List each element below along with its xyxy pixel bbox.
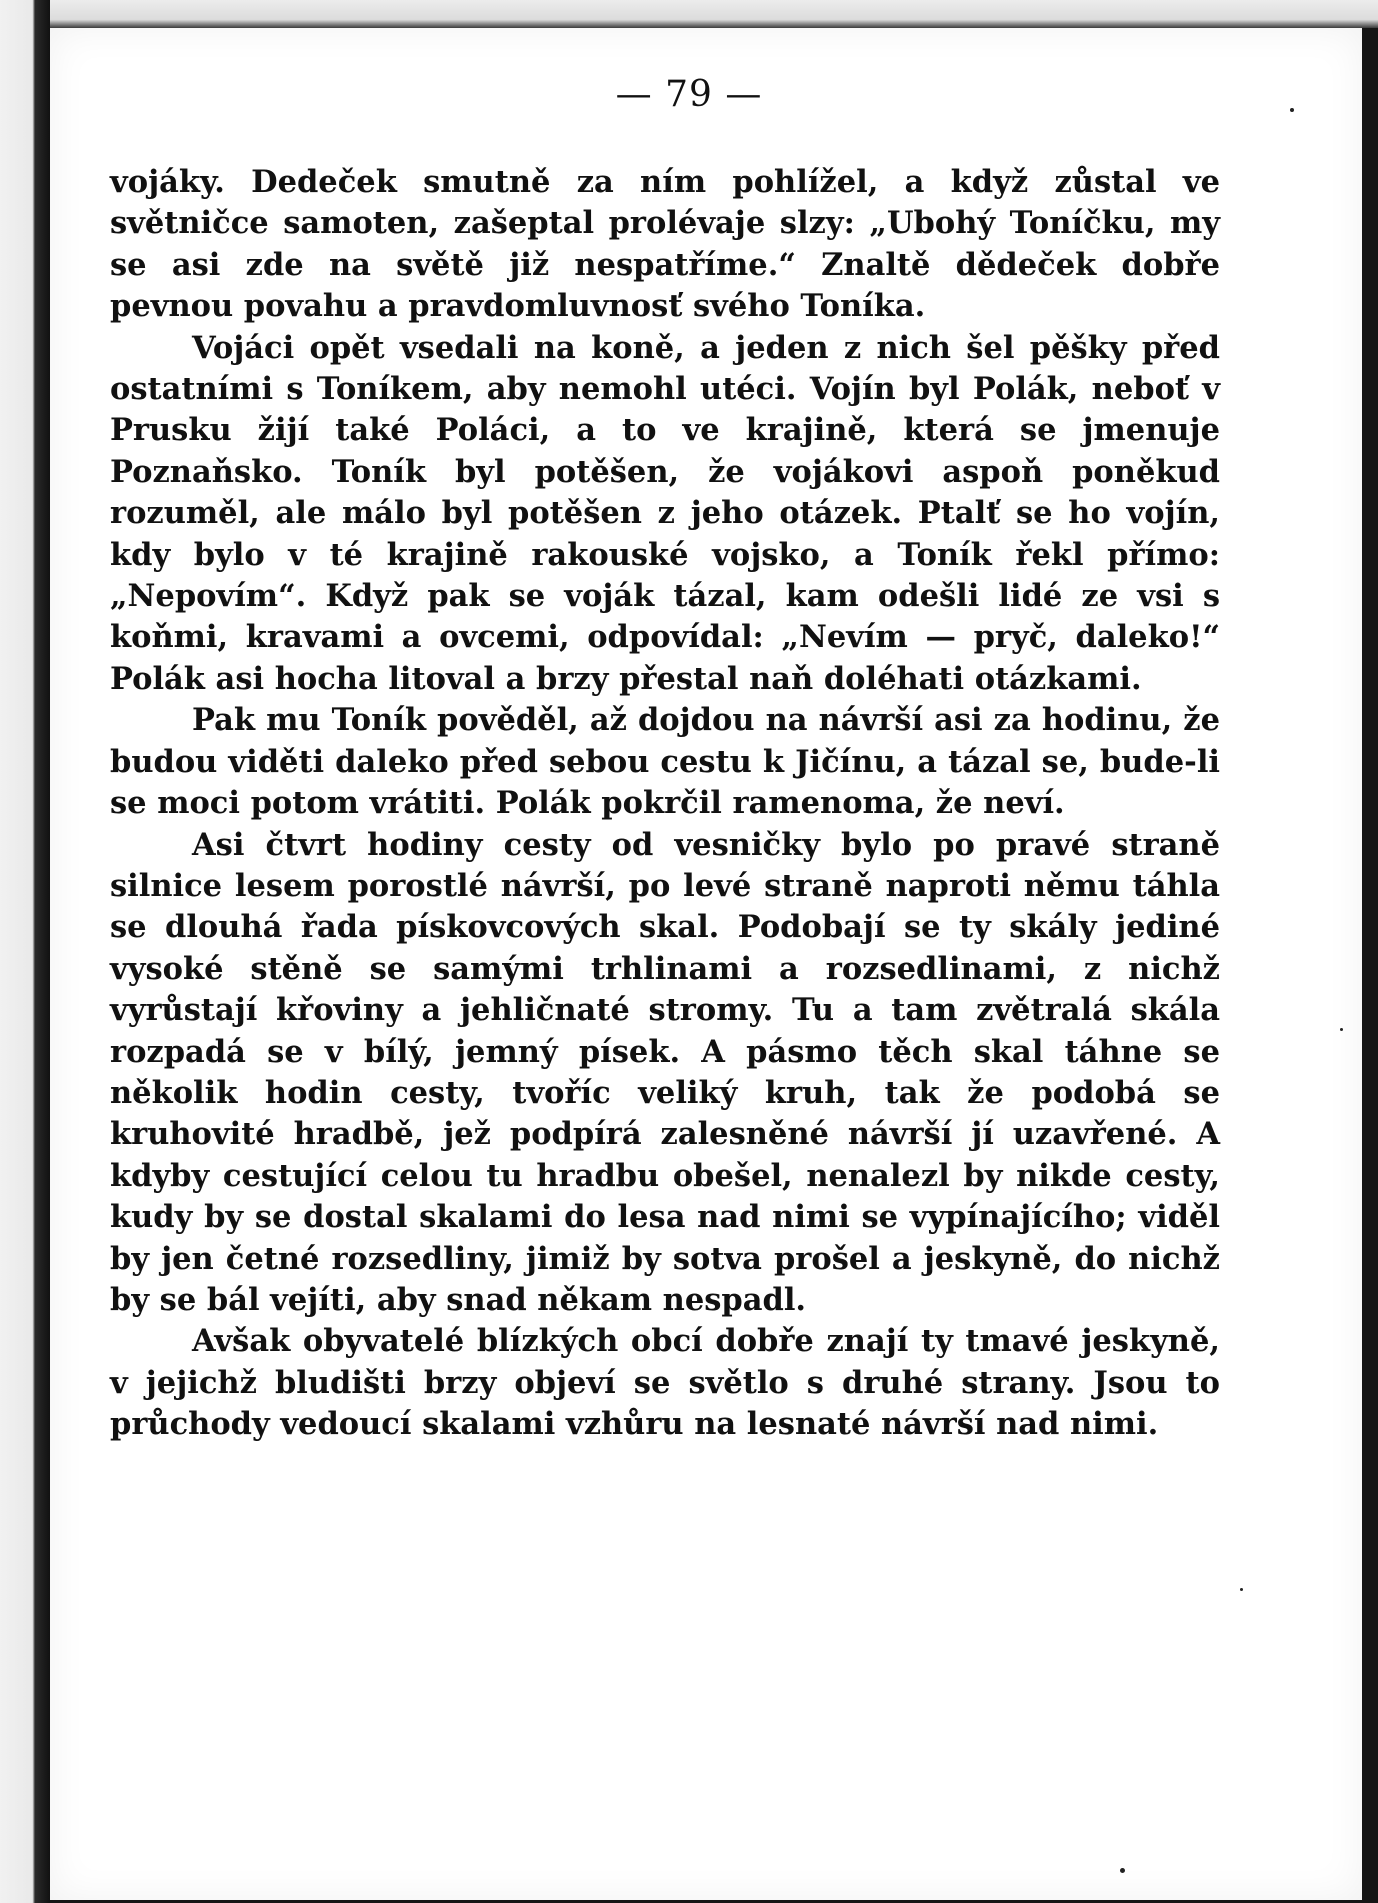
body-text	[110, 162, 1220, 1446]
page-top-edge	[50, 0, 1378, 28]
paragraph: Pak mu Toník pověděl, až dojdou na návrší asi za hodinu, že budou viděti daleko před sebou cestu k Jičínu, a tázal se, bude-li se moci potom vrátiti. Polák pokrčil ramenoma, že neví.	[110, 702, 1220, 822]
book-binding-edge	[0, 0, 50, 1903]
paragraph: Vojáci opět vsedali na koně, a jeden z nich šel pěšky před ostatními s Toníkem, aby nemohl utéci. Vojín byl Polák, neboť v Prusku žijí také Poláci, a to ve krajině, která se jmenuje Poznaňsko. Toník byl potěšen, že vojákovi aspoň poněkud rozuměl, ale málo byl potěšen z jeho otázek. Ptalť se ho vojín, kdy bylo v té krajině rakouské vojsko, a Toník řekl přímo: „Nepovím“. Když pak se voják tázal, kam odešli lidé ze vsi s koňmi, kravami a ovcemi, odpovídal: „Nevím — pryč, daleko!“ Polák asi hocha litoval a brzy přestal naň doléhati otázkami.	[110, 329, 1220, 697]
ink-speck	[1340, 1028, 1343, 1031]
paragraph: vojáky. Dedeček smutně za ním pohlížel, a když zůstal ve světničce samoten, zašeptal prolévaje slzy: „Ubohý Toníčku, my se asi zde na světě již nespatříme.“ Znaltě dědeček dobře pevnou povahu a pravdomluvnosť svého Toníka.	[110, 164, 1220, 325]
paragraph: Asi čtvrt hodiny cesty od vesničky bylo po pravé straně silnice lesem porostlé návrší, po levé straně naproti němu táhla se dlouhá řada pískovcových skal. Podobají se ty skály jediné vysoké stěně se samými trhlinami a rozsedlinami, z nichž vyrůstají křoviny a jehličnaté stromy. Tu a tam zvětralá skála rozpadá se v bílý, jemný písek. A pásmo těch skal táhne se několik hodin cesty, tvoříc veliký kruh, tak že podobá se kruhovité hradbě, jež podpírá zalesněné návrší jí uzavřené. A kdyby cestující celou tu hradbu obešel, nenalezl by nikde cesty, kudy by se dostal skalami do lesa nad nimi se vypínajícího; viděl by jen četné rozsedliny, jimiž by sotva prošel a jeskyně, do nichž by se bál vejíti, aby snad někam nespadl.	[110, 826, 1220, 1318]
page-number: — 79 —	[615, 74, 763, 115]
ink-speck	[1240, 1588, 1243, 1591]
ink-speck	[1120, 1868, 1125, 1873]
paragraph: Avšak obyvatelé blízkých obcí dobře znají ty tmavé jeskyně, v jejichž bludišti brzy objeví se světlo s druhé strany. Jsou to průchody vedoucí skalami vzhůru na lesnaté návrší nad nimi.	[110, 1323, 1220, 1443]
